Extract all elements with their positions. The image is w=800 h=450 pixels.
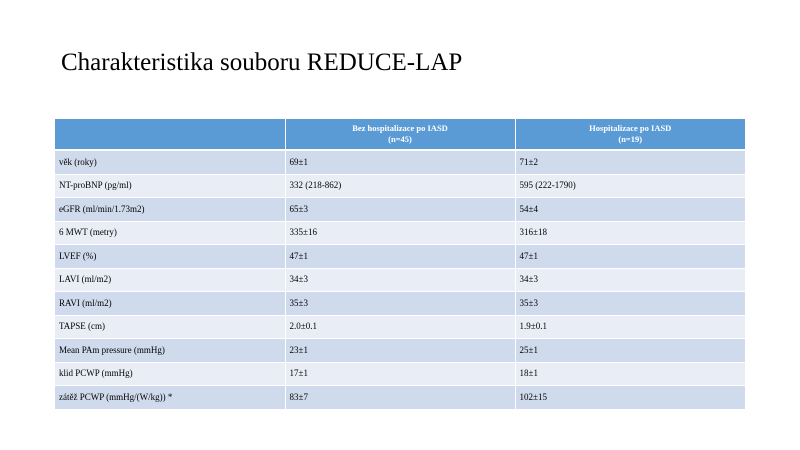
parameter-cell: zátěž PCWP (mmHg/(W/kg)) * [55,386,285,410]
header-cell-with-hospitalization [515,119,745,150]
table-body [55,150,745,409]
parameter-cell: věk (roky) [55,150,285,174]
header-group-label: Hospitalizace po IASD [589,123,672,133]
without-hospitalization-cell: 35±3 [285,292,515,316]
table-header-row [55,119,745,150]
without-hospitalization-cell: 335±16 [285,221,515,245]
with-hospitalization-cell: 71±2 [515,150,745,174]
slide-title: Charakteristika souboru REDUCE-LAP [61,49,463,76]
without-hospitalization-cell: 17±1 [285,362,515,386]
table-row [55,292,745,316]
without-hospitalization-cell: 2.0±0.1 [285,315,515,339]
table-row [55,268,745,292]
header-count-label: (n=19) [618,134,643,144]
with-hospitalization-cell: 1.9±0.1 [515,315,745,339]
with-hospitalization-cell: 35±3 [515,292,745,316]
with-hospitalization-cell: 316±18 [515,221,745,245]
parameter-cell: TAPSE (cm) [55,315,285,339]
with-hospitalization-cell: 102±15 [515,386,745,410]
with-hospitalization-cell: 595 (222-1790) [515,174,745,198]
parameter-cell: RAVI (ml/m2) [55,292,285,316]
without-hospitalization-cell: 83±7 [285,386,515,410]
table-row [55,315,745,339]
table-row [55,339,745,363]
table-row [55,150,745,174]
with-hospitalization-cell: 34±3 [515,268,745,292]
without-hospitalization-cell: 47±1 [285,245,515,269]
header-group-label: Bez hospitalizace po IASD [352,123,448,133]
table-row [55,174,745,198]
without-hospitalization-cell: 23±1 [285,339,515,363]
header-cell-without-hospitalization [285,119,515,150]
table-row [55,245,745,269]
header-count-label: (n=45) [388,134,412,144]
table-row [55,362,745,386]
table-row [55,386,745,410]
parameter-cell: NT-proBNP (pg/ml) [55,174,285,198]
without-hospitalization-cell: 69±1 [285,150,515,174]
parameter-cell: 6 MWT (metry) [55,221,285,245]
without-hospitalization-cell: 65±3 [285,198,515,222]
without-hospitalization-cell: 332 (218-862) [285,174,515,198]
characteristics-table [55,119,745,410]
header-cell-parameter [55,119,285,150]
with-hospitalization-cell: 18±1 [515,362,745,386]
parameter-cell: Mean PAm pressure (mmHg) [55,339,285,363]
parameter-cell: eGFR (ml/min/1.73m2) [55,198,285,222]
with-hospitalization-cell: 47±1 [515,245,745,269]
without-hospitalization-cell: 34±3 [285,268,515,292]
table-row [55,221,745,245]
parameter-cell: LVEF (%) [55,245,285,269]
with-hospitalization-cell: 25±1 [515,339,745,363]
parameter-cell: LAVI (ml/m2) [55,268,285,292]
table-row [55,198,745,222]
with-hospitalization-cell: 54±4 [515,198,745,222]
parameter-cell: klid PCWP (mmHg) [55,362,285,386]
